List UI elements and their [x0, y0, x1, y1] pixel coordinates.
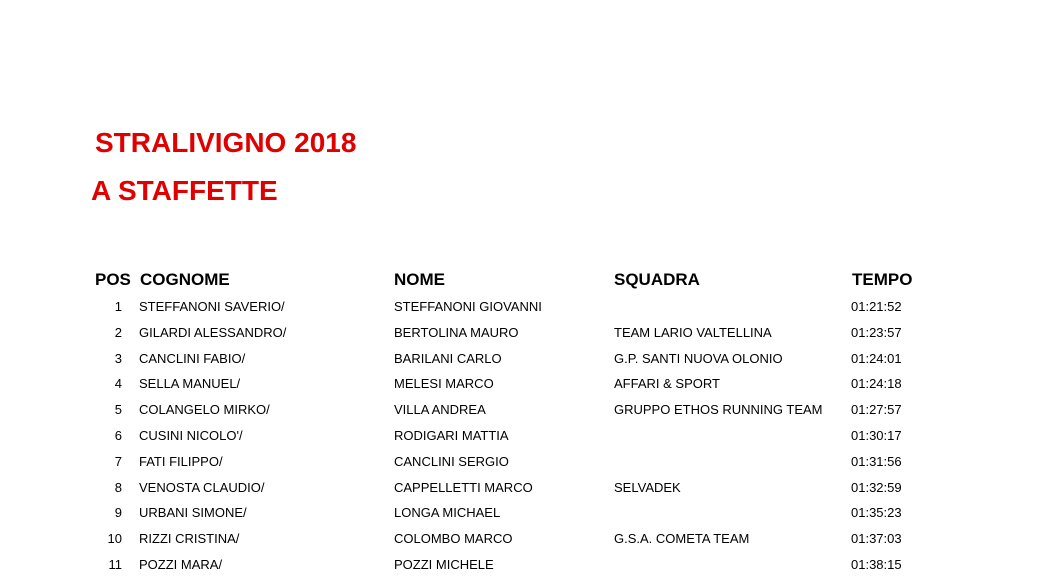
cell-pos: 4	[114, 376, 122, 392]
table-row	[0, 526, 1058, 552]
cell-pos: 3	[114, 350, 122, 366]
cell-cognome: CUSINI NICOLO'/	[139, 427, 243, 443]
table-row	[0, 552, 1058, 578]
table-row	[0, 475, 1058, 501]
cell-pos: 9	[114, 505, 122, 521]
cell-tempo: 01:31:56	[851, 453, 902, 469]
cell-squadra: G.P. SANTI NUOVA OLONIO	[614, 350, 783, 366]
cell-pos: 10	[107, 531, 122, 547]
cell-nome: BERTOLINA MAURO	[394, 324, 519, 340]
cell-pos: 5	[114, 402, 122, 418]
cell-pos: 6	[114, 427, 122, 443]
header-tempo: TEMPO	[852, 270, 913, 289]
cell-nome: STEFFANONI GIOVANNI	[394, 299, 542, 314]
cell-tempo: 01:35:23	[851, 505, 902, 521]
cell-cognome: COLANGELO MIRKO/	[139, 402, 270, 418]
document-title: STRALIVIGNO 2018	[95, 127, 357, 158]
cell-pos: 8	[114, 479, 122, 495]
cell-squadra: G.S.A. COMETA TEAM	[614, 531, 750, 547]
cell-tempo: 01:24:01	[851, 350, 902, 366]
cell-nome: MELESI MARCO	[394, 376, 494, 392]
cell-squadra: AFFARI & SPORT	[614, 376, 720, 392]
cell-tempo: 01:37:03	[851, 531, 902, 547]
header-cognome: COGNOME	[140, 270, 230, 289]
cell-tempo: 01:23:57	[851, 324, 902, 340]
cell-cognome: GILARDI ALESSANDRO/	[139, 324, 287, 340]
document-subtitle: A STAFFETTE	[91, 175, 278, 206]
cell-pos: 11	[108, 556, 122, 572]
cell-tempo: 01:21:52	[851, 299, 902, 314]
table-row	[0, 397, 1058, 423]
cell-tempo: 01:27:57	[851, 402, 902, 418]
table-body	[0, 294, 1058, 578]
cell-tempo: 01:24:18	[851, 376, 902, 392]
cell-cognome: URBANI SIMONE/	[139, 505, 247, 521]
cell-squadra: SELVADEK	[614, 479, 681, 495]
results-table	[0, 268, 1058, 578]
cell-nome: CANCLINI SERGIO	[394, 453, 509, 469]
cell-cognome: FATI FILIPPO/	[139, 453, 223, 469]
cell-nome: BARILANI CARLO	[394, 350, 502, 366]
table-row	[0, 346, 1058, 372]
cell-nome: RODIGARI MATTIA	[394, 427, 509, 443]
cell-cognome: SELLA MANUEL/	[139, 376, 241, 392]
table-row	[0, 294, 1058, 320]
cell-pos: 1	[114, 299, 122, 314]
cell-cognome: CANCLINI FABIO/	[139, 350, 246, 366]
cell-squadra: TEAM LARIO VALTELLINA	[614, 324, 772, 340]
cell-nome: POZZI MICHELE	[394, 556, 494, 572]
table-row	[0, 371, 1058, 397]
cell-tempo: 01:38:15	[851, 556, 902, 572]
cell-pos: 2	[114, 324, 122, 340]
cell-nome: COLOMBO MARCO	[394, 531, 513, 547]
table-row	[0, 449, 1058, 475]
cell-cognome: STEFFANONI SAVERIO/	[139, 299, 285, 314]
cell-tempo: 01:32:59	[851, 479, 902, 495]
cell-nome: VILLA ANDREA	[394, 402, 486, 418]
cell-nome: CAPPELLETTI MARCO	[394, 479, 533, 495]
header-pos: POS	[95, 270, 131, 289]
cell-pos: 7	[114, 453, 122, 469]
table-header	[0, 268, 1058, 294]
cell-nome: LONGA MICHAEL	[394, 505, 501, 521]
table-row	[0, 320, 1058, 346]
cell-cognome: RIZZI CRISTINA/	[139, 531, 240, 547]
cell-cognome: POZZI MARA/	[139, 556, 223, 572]
header-squadra: SQUADRA	[614, 270, 700, 289]
cell-cognome: VENOSTA CLAUDIO/	[139, 479, 265, 495]
cell-tempo: 01:30:17	[851, 427, 902, 443]
cell-squadra: GRUPPO ETHOS RUNNING TEAM	[614, 402, 823, 418]
table-row	[0, 423, 1058, 449]
table-row	[0, 500, 1058, 526]
header-nome: NOME	[394, 270, 445, 289]
